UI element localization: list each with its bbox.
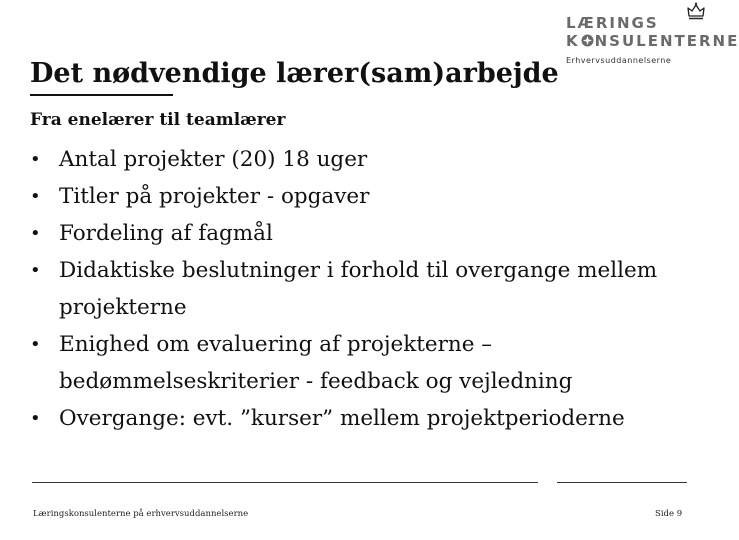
- footer-divider-right: [557, 482, 687, 483]
- logo-subtitle: Erhvervsuddannelserne: [566, 56, 672, 65]
- bullet-item: [30, 141, 690, 178]
- logo-letter-k: K: [566, 32, 580, 50]
- footer-org-text: Læringskonsulenterne på erhvervsuddannelserne: [33, 509, 249, 519]
- bullet-item: [30, 400, 690, 437]
- bullet-text: Didaktiske beslutninger i forhold til overgange mellem projekterne: [59, 258, 658, 320]
- bullet-marker: •: [30, 260, 41, 281]
- bullet-text: Fordeling af fagmål: [59, 221, 273, 246]
- bullet-text: Titler på projekter - opgaver: [59, 184, 370, 209]
- bullet-item: [30, 252, 690, 326]
- logo-o-mark-icon: [581, 34, 594, 47]
- bullet-text: Enighed om evaluering af projekterne – bedømmelseskriterier - feedback og vejledning: [59, 332, 573, 394]
- bullet-text: Overgange: evt. ”kurser” mellem projektperioderne: [59, 406, 625, 431]
- slide-subtitle: Fra enelærer til teamlærer: [30, 110, 286, 130]
- logo-line-laerings: LÆRINGS: [566, 14, 659, 32]
- bullet-list: [30, 141, 690, 437]
- logo-line-konsulenterne: [566, 32, 739, 50]
- page-title: Det nødvendige lærer(sam)arbejde: [30, 58, 559, 89]
- bullet-text: Antal projekter (20) 18 uger: [59, 147, 368, 172]
- footer-divider-left: [32, 482, 538, 483]
- bullet-marker: •: [30, 149, 41, 170]
- bullet-marker: •: [30, 408, 41, 429]
- bullet-marker: •: [30, 334, 41, 355]
- bullet-item: [30, 326, 690, 400]
- bullet-marker: •: [30, 186, 41, 207]
- crown-icon: [686, 2, 706, 22]
- footer-page-number: Side 9: [655, 509, 683, 519]
- title-underline: [30, 94, 173, 96]
- bullet-item: [30, 215, 690, 252]
- logo-letters-nsulenterne: NSULENTERNE: [594, 32, 739, 50]
- bullet-item: [30, 178, 690, 215]
- bullet-marker: •: [30, 223, 41, 244]
